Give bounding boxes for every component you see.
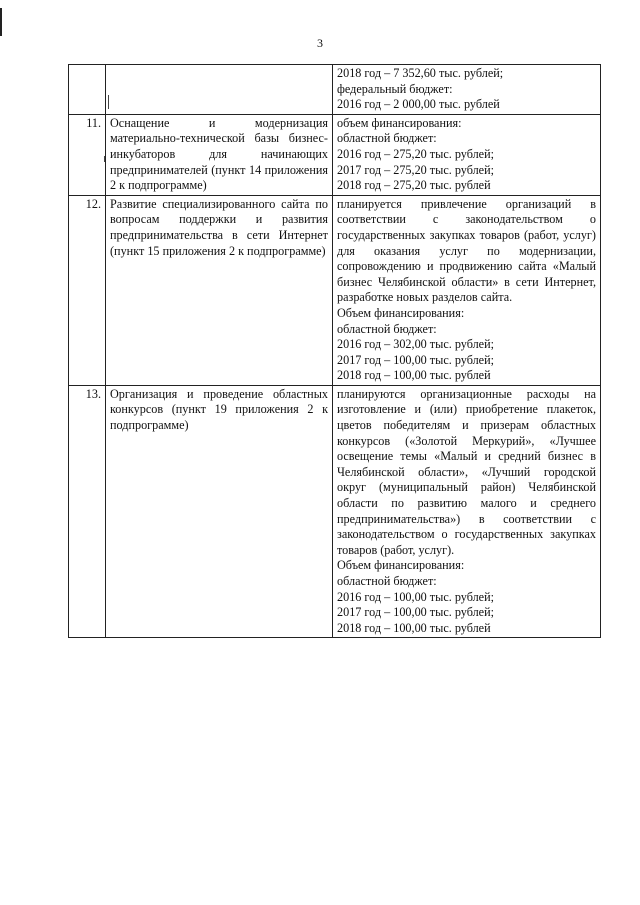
row-financing-cell <box>333 385 601 638</box>
row-description: Оснащение и модернизация материально-технической базы бизнес-инкубаторов для начинающих предпринимателей (пункт 14 приложения 2 к подпрограмме) <box>106 114 333 195</box>
financing-body: планируется привлечение организаций в соответствии с законодательством о государственных закупках товаров (работ, услуг) для оказания услуг по модернизации, сопровождению и продвижению сайта «Малый бизнес Челябинской области» в сети Интернет, разработке новых разделов сайта. <box>337 196 596 305</box>
financing-line: 2016 год – 2 000,00 тыс. рублей <box>337 97 500 112</box>
financing-line: объем финансирования: <box>337 115 462 130</box>
financing-line: 2018 год – 100,00 тыс. рублей <box>337 368 491 383</box>
row-description: Развитие специализированного сайта по вопросам поддержки и развития предпринимательства в сети Интернет (пункт 15 приложения 2 к подпрограмме) <box>106 195 333 385</box>
financing-line: 2018 год – 7 352,60 тыс. рублей; <box>337 66 504 80</box>
row-number: 12. <box>69 195 106 385</box>
scan-margin-mark <box>0 8 2 36</box>
financing-line: 2016 год – 100,00 тыс. рублей; <box>337 589 494 604</box>
row-number-cell <box>69 65 106 115</box>
financing-line: 2017 год – 275,20 тыс. рублей; <box>337 162 494 177</box>
table-row <box>69 385 601 638</box>
financing-line: 2017 год – 100,00 тыс. рублей; <box>337 352 494 367</box>
table-row <box>69 114 601 195</box>
financing-line: областной бюджет: <box>337 574 437 588</box>
row-financing-cell <box>333 65 601 115</box>
financing-line: областной бюджет: <box>337 131 437 146</box>
financing-line: федеральный бюджет: <box>337 81 453 96</box>
row-number: 11. <box>69 114 106 195</box>
scan-stub-mark <box>104 156 105 162</box>
row-financing-cell <box>333 114 601 195</box>
financing-line: 2018 год – 100,00 тыс. рублей <box>337 620 491 635</box>
row-number: 13. <box>69 385 106 638</box>
program-table <box>68 64 601 638</box>
financing-body: планируются организационные расходы на изготовление и (или) приобретение плакеток, цветов победителям и призерам областных конкурсов («Золотой Меркурий», «Лучшее освещение темы «Малый и средний бизнес в Челябинской области», «Лучший городской округ (муниципальный район) Челябинской области по развитию малого и среднего предпринимательства») в соответствии с законодательством о государственных закупках товаров (работ, услуг). <box>337 386 596 557</box>
table-row-continuation <box>69 65 601 115</box>
financing-line: Объем финансирования: <box>337 305 465 320</box>
financing-line: 2016 год – 302,00 тыс. рублей; <box>337 337 494 352</box>
table-row <box>69 195 601 385</box>
financing-line: областной бюджет: <box>337 321 437 336</box>
row-description-cell <box>106 65 333 115</box>
financing-line: 2017 год – 100,00 тыс. рублей; <box>337 605 494 620</box>
row-description: Организация и проведение областных конкурсов (пункт 19 приложения 2 к подпрограмме) <box>106 385 333 638</box>
row-financing-cell <box>333 195 601 385</box>
scan-tick-mark <box>108 95 109 109</box>
financing-line: 2018 год – 275,20 тыс. рублей <box>337 178 491 193</box>
page-number: 3 <box>317 36 323 50</box>
financing-line: Объем финансирования: <box>337 558 465 573</box>
financing-line: 2016 год – 275,20 тыс. рублей; <box>337 146 494 161</box>
